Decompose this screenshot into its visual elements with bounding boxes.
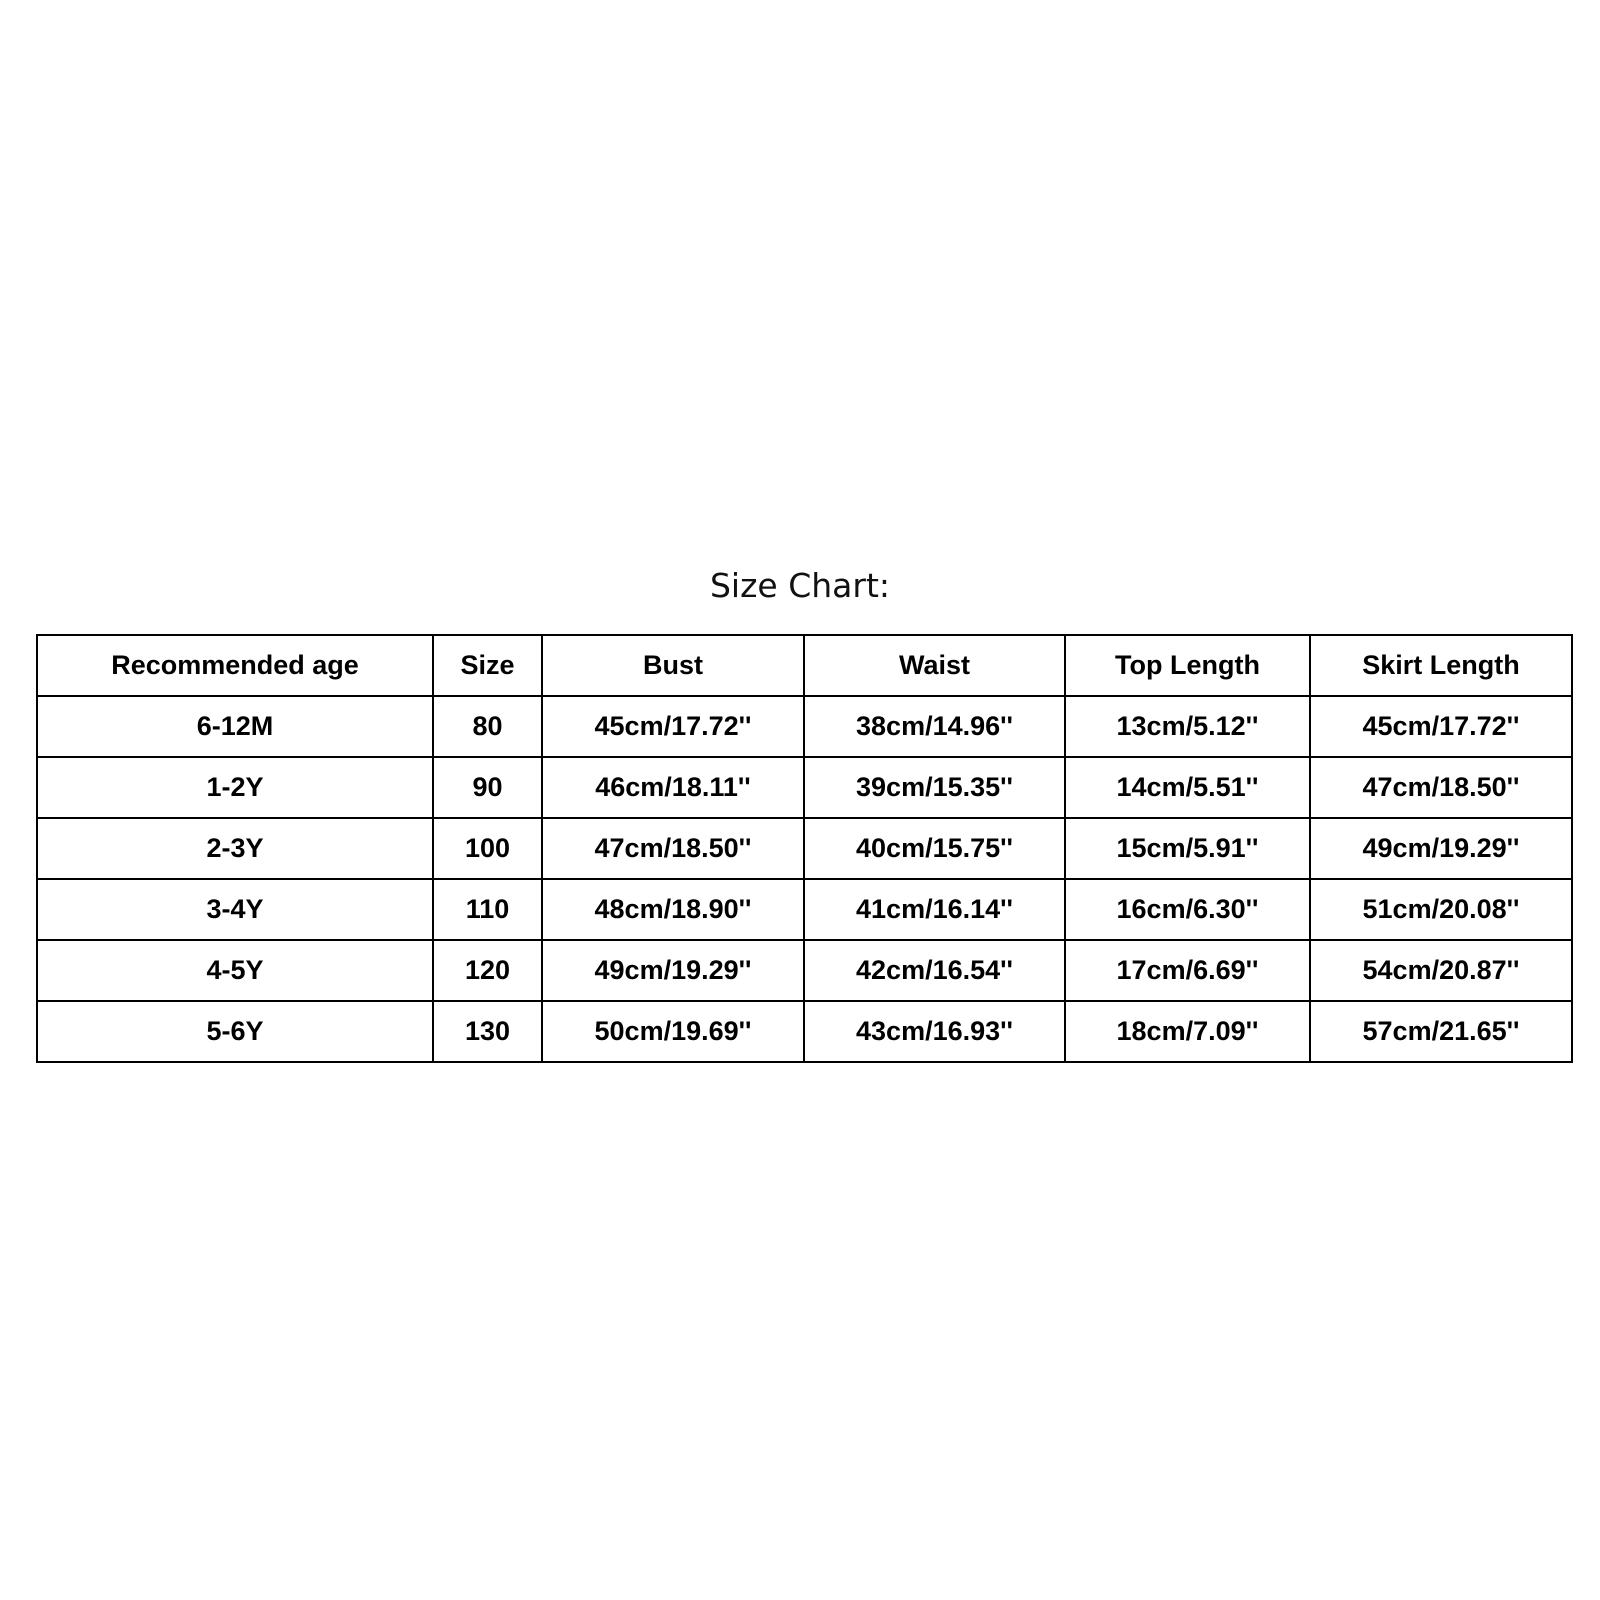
cell-size: 110 xyxy=(433,879,542,940)
cell-skirt-length: 54cm/20.87'' xyxy=(1310,940,1572,1001)
cell-waist: 41cm/16.14'' xyxy=(804,879,1065,940)
cell-top-length: 14cm/5.51'' xyxy=(1065,757,1310,818)
cell-bust: 48cm/18.90'' xyxy=(542,879,804,940)
cell-skirt-length: 49cm/19.29'' xyxy=(1310,818,1572,879)
cell-top-length: 16cm/6.30'' xyxy=(1065,879,1310,940)
header-recommended-age: Recommended age xyxy=(37,635,433,696)
cell-top-length: 18cm/7.09'' xyxy=(1065,1001,1310,1062)
cell-waist: 38cm/14.96'' xyxy=(804,696,1065,757)
table-row xyxy=(37,818,1572,879)
header-size: Size xyxy=(433,635,542,696)
cell-waist: 39cm/15.35'' xyxy=(804,757,1065,818)
cell-bust: 50cm/19.69'' xyxy=(542,1001,804,1062)
cell-top-length: 15cm/5.91'' xyxy=(1065,818,1310,879)
cell-skirt-length: 57cm/21.65'' xyxy=(1310,1001,1572,1062)
cell-recommended-age: 3-4Y xyxy=(37,879,433,940)
cell-recommended-age: 5-6Y xyxy=(37,1001,433,1062)
table-row xyxy=(37,696,1572,757)
cell-size: 80 xyxy=(433,696,542,757)
header-skirt-length: Skirt Length xyxy=(1310,635,1572,696)
size-chart-title: Size Chart: xyxy=(709,566,891,605)
cell-waist: 42cm/16.54'' xyxy=(804,940,1065,1001)
cell-size: 100 xyxy=(433,818,542,879)
cell-bust: 47cm/18.50'' xyxy=(542,818,804,879)
cell-bust: 46cm/18.11'' xyxy=(542,757,804,818)
cell-top-length: 17cm/6.69'' xyxy=(1065,940,1310,1001)
cell-size: 120 xyxy=(433,940,542,1001)
cell-recommended-age: 2-3Y xyxy=(37,818,433,879)
cell-top-length: 13cm/5.12'' xyxy=(1065,696,1310,757)
table-row xyxy=(37,940,1572,1001)
cell-recommended-age: 1-2Y xyxy=(37,757,433,818)
cell-size: 130 xyxy=(433,1001,542,1062)
header-waist: Waist xyxy=(804,635,1065,696)
header-top-length: Top Length xyxy=(1065,635,1310,696)
cell-bust: 49cm/19.29'' xyxy=(542,940,804,1001)
cell-skirt-length: 51cm/20.08'' xyxy=(1310,879,1572,940)
cell-waist: 43cm/16.93'' xyxy=(804,1001,1065,1062)
table-row xyxy=(37,757,1572,818)
table-row xyxy=(37,879,1572,940)
table-header-row xyxy=(37,635,1572,696)
table-row xyxy=(37,1001,1572,1062)
header-bust: Bust xyxy=(542,635,804,696)
cell-bust: 45cm/17.72'' xyxy=(542,696,804,757)
cell-skirt-length: 45cm/17.72'' xyxy=(1310,696,1572,757)
cell-waist: 40cm/15.75'' xyxy=(804,818,1065,879)
cell-recommended-age: 4-5Y xyxy=(37,940,433,1001)
cell-skirt-length: 47cm/18.50'' xyxy=(1310,757,1572,818)
cell-recommended-age: 6-12M xyxy=(37,696,433,757)
cell-size: 90 xyxy=(433,757,542,818)
size-chart-table xyxy=(36,634,1573,1063)
